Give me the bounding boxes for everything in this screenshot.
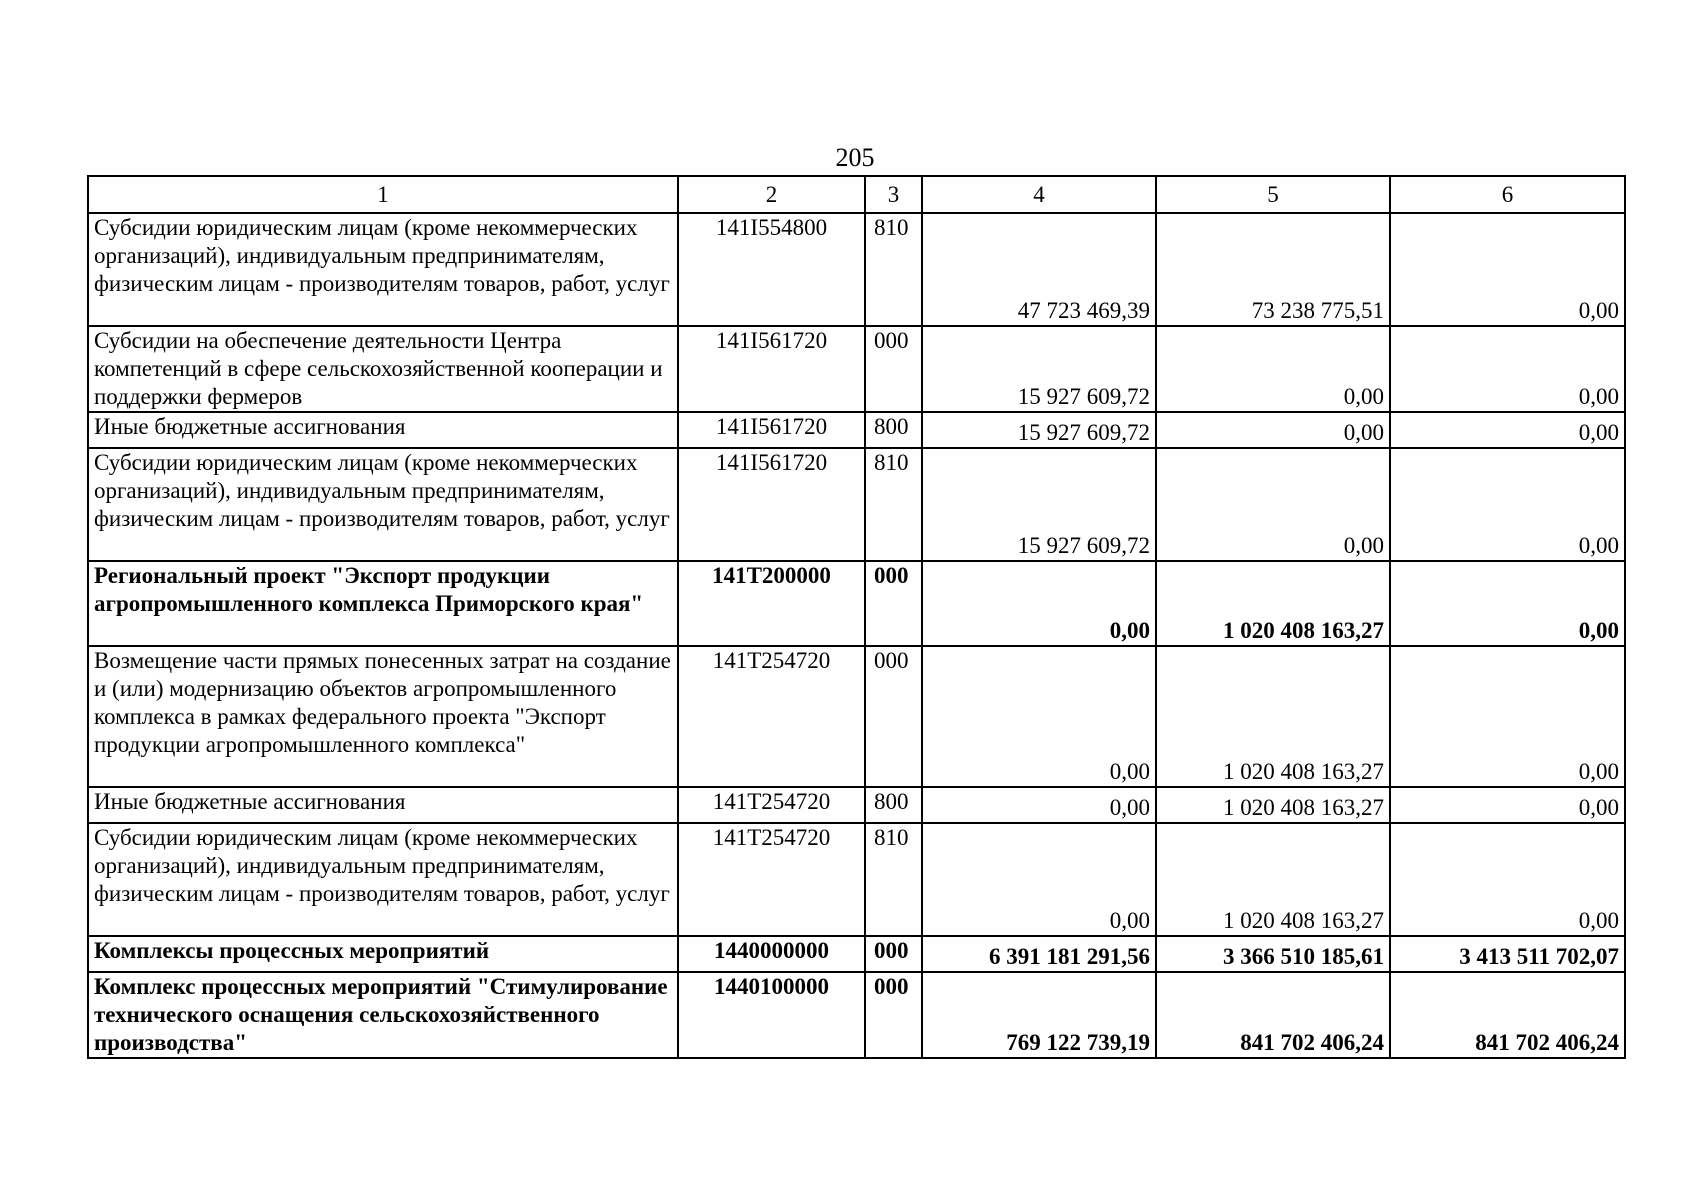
row-value-6: 0,00 [1390, 213, 1625, 326]
column-header: 4 [922, 176, 1156, 213]
row-value-5: 841 702 406,24 [1156, 972, 1390, 1058]
table-row [88, 213, 1625, 326]
row-name: Комплекс процессных мероприятий "Стимулирование технического оснащения сельскохозяйственного производства" [88, 972, 678, 1058]
row-code: 141I561720 [678, 326, 865, 412]
row-value-6: 0,00 [1390, 561, 1625, 646]
row-value-5: 1 020 408 163,27 [1156, 787, 1390, 823]
row-type: 800 [865, 787, 922, 823]
row-type: 810 [865, 823, 922, 936]
table-row [88, 972, 1625, 1058]
row-type: 810 [865, 213, 922, 326]
table-row [88, 936, 1625, 972]
row-code: 141I561720 [678, 412, 865, 448]
row-value-4: 0,00 [922, 787, 1156, 823]
row-value-6: 0,00 [1390, 646, 1625, 787]
row-code: 141T200000 [678, 561, 865, 646]
row-value-4: 15 927 609,72 [922, 326, 1156, 412]
row-value-4: 769 122 739,19 [922, 972, 1156, 1058]
row-code: 141T254720 [678, 787, 865, 823]
table-header-row [88, 176, 1625, 213]
budget-table [87, 175, 1626, 1059]
column-header: 2 [678, 176, 865, 213]
column-header: 5 [1156, 176, 1390, 213]
row-value-5: 1 020 408 163,27 [1156, 646, 1390, 787]
row-name: Субсидии на обеспечение деятельности Центра компетенций в сфере сельскохозяйственной кооперации и поддержки фермеров [88, 326, 678, 412]
table-row [88, 787, 1625, 823]
table-row [88, 823, 1625, 936]
row-value-6: 0,00 [1390, 326, 1625, 412]
row-value-4: 15 927 609,72 [922, 448, 1156, 561]
row-code: 1440100000 [678, 972, 865, 1058]
row-name: Иные бюджетные ассигнования [88, 412, 678, 448]
row-code: 1440000000 [678, 936, 865, 972]
row-value-4: 0,00 [922, 561, 1156, 646]
row-value-5: 1 020 408 163,27 [1156, 561, 1390, 646]
row-name: Субсидии юридическим лицам (кроме некоммерческих организаций), индивидуальным предпринимателям, физическим лицам - производителям товаров, работ, услуг [88, 213, 678, 326]
row-type: 800 [865, 412, 922, 448]
table-row [88, 412, 1625, 448]
row-code: 141I554800 [678, 213, 865, 326]
row-value-4: 47 723 469,39 [922, 213, 1156, 326]
row-type: 810 [865, 448, 922, 561]
row-value-6: 0,00 [1390, 787, 1625, 823]
page-number: 205 [835, 143, 875, 172]
row-value-6: 3 413 511 702,07 [1390, 936, 1625, 972]
row-type: 000 [865, 646, 922, 787]
row-type: 000 [865, 936, 922, 972]
row-code: 141T254720 [678, 823, 865, 936]
row-code: 141T254720 [678, 646, 865, 787]
row-code: 141I561720 [678, 448, 865, 561]
row-value-4: 15 927 609,72 [922, 412, 1156, 448]
row-value-6: 0,00 [1390, 823, 1625, 936]
row-value-4: 0,00 [922, 823, 1156, 936]
row-value-6: 0,00 [1390, 412, 1625, 448]
row-value-5: 1 020 408 163,27 [1156, 823, 1390, 936]
row-name: Региональный проект "Экспорт продукции агропромышленного комплекса Приморского края" [88, 561, 678, 646]
row-value-5: 73 238 775,51 [1156, 213, 1390, 326]
table-row [88, 646, 1625, 787]
row-type: 000 [865, 561, 922, 646]
row-value-4: 6 391 181 291,56 [922, 936, 1156, 972]
column-header: 6 [1390, 176, 1625, 213]
row-value-6: 841 702 406,24 [1390, 972, 1625, 1058]
table-row [88, 448, 1625, 561]
row-type: 000 [865, 972, 922, 1058]
row-type: 000 [865, 326, 922, 412]
row-value-6: 0,00 [1390, 448, 1625, 561]
row-name: Субсидии юридическим лицам (кроме некоммерческих организаций), индивидуальным предпринимателям, физическим лицам - производителям товаров, работ, услуг [88, 448, 678, 561]
row-value-5: 0,00 [1156, 326, 1390, 412]
row-value-4: 0,00 [922, 646, 1156, 787]
row-name: Возмещение части прямых понесенных затрат на создание и (или) модернизацию объектов агропромышленного комплекса в рамках федерального проекта "Экспорт продукции агропромышленного комплекса" [88, 646, 678, 787]
column-header: 1 [88, 176, 678, 213]
row-name: Иные бюджетные ассигнования [88, 787, 678, 823]
row-value-5: 3 366 510 185,61 [1156, 936, 1390, 972]
table-row [88, 561, 1625, 646]
table-row [88, 326, 1625, 412]
row-name: Комплексы процессных мероприятий [88, 936, 678, 972]
row-value-5: 0,00 [1156, 412, 1390, 448]
row-name: Субсидии юридическим лицам (кроме некоммерческих организаций), индивидуальным предпринимателям, физическим лицам - производителям товаров, работ, услуг [88, 823, 678, 936]
row-value-5: 0,00 [1156, 448, 1390, 561]
column-header: 3 [865, 176, 922, 213]
